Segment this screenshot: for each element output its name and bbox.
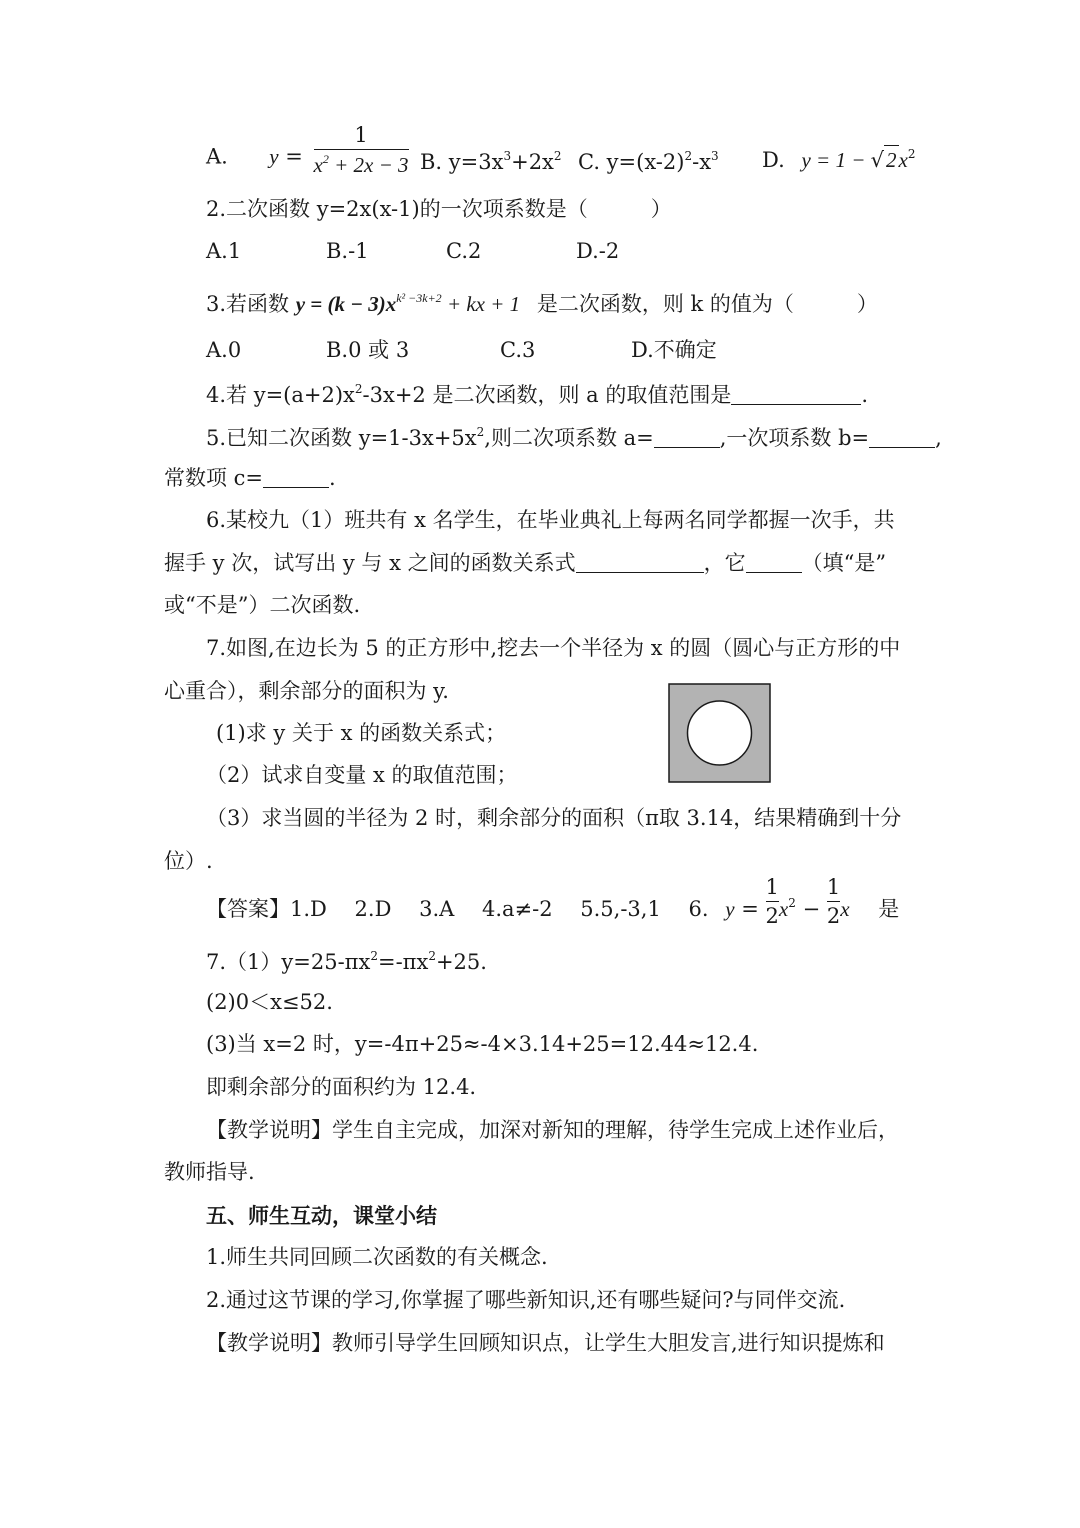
q1-option-a xyxy=(206,123,409,178)
q6-blank-yesno[interactable] xyxy=(746,571,802,573)
q2-option-a: A.1 xyxy=(206,239,242,263)
sqrt-symbol: √2 xyxy=(871,150,899,171)
q3-formula: y = (k − 3)x xyxy=(295,292,397,316)
answer7-part1: $7.(1)y=25-\pi x^2=-\pi x^2+25$. xyxy=(206,949,487,974)
fraction-bar xyxy=(314,149,409,150)
teaching-note-1-line1: 【教学说明】学生自主完成，加深对新知的理解，待学生完成上述作业后， xyxy=(206,1118,899,1142)
q1-a-numerator: 1 xyxy=(354,123,368,147)
q4-blank[interactable] xyxy=(731,403,861,405)
section-5-item-2: 2.通过这节课的学习,你掌握了哪些新知识,还有哪些疑问?与同伴交流. xyxy=(206,1288,846,1312)
square-with-circle-figure xyxy=(668,683,772,784)
q2-stem: 2.二次函数 y=2x(x-1)的一次项系数是（ ） xyxy=(206,197,672,221)
answer7-part3: (3)当 x=2 时，y=-4π+25≈-4×3.14+25=12.44≈12.4. xyxy=(206,1032,759,1056)
answers-items: 1.D 2.D 3.A 4.a≠-2 5.5,-3,1 6. xyxy=(290,897,709,922)
q1-a-denominator: $x^2 + 2x - 3$ xyxy=(313,152,409,178)
q1-a-y: y xyxy=(269,144,279,169)
q7-sub2: （2）试求自变量 x 的取值范围； xyxy=(206,763,518,787)
q6-blank-relation[interactable] xyxy=(576,571,704,573)
q1-option-c: C. $y=(x-2)^2-x^3$ xyxy=(578,149,719,174)
q7-line1: 7.如图,在边长为 5 的正方形中,挖去一个半径为 x 的圆（圆心与正方形的中 xyxy=(206,636,901,660)
fraction-bar xyxy=(766,901,779,902)
q7-sub3: （3）求当圆的半径为 2 时，剩余部分的面积（π取 3.14，结果精确到十分 xyxy=(206,806,902,830)
answer6-fraction-1: $\frac{1}{2}$ xyxy=(765,875,779,929)
q3-option-a: A.0 xyxy=(206,338,242,362)
q2-option-b: B.-1 xyxy=(326,239,369,263)
q1-option-b: B. $y=3x^3+2x^2$ xyxy=(420,149,562,174)
q3-option-c: C.3 xyxy=(500,338,536,362)
answer7-part2: (2)0＜x≤52. xyxy=(206,990,333,1014)
q3-option-d: D.不确定 xyxy=(631,338,717,362)
section-5-heading: 五、师生互动，课堂小结 xyxy=(206,1203,437,1228)
q7-sub3-end: 位）. xyxy=(164,849,213,873)
fraction-bar xyxy=(827,901,840,902)
q7-line2: 心重合），剩余部分的面积为 y. xyxy=(164,679,449,703)
q1-a-label: A. xyxy=(206,144,228,169)
q5-line2: 常数项 c= . xyxy=(164,466,336,490)
q5-blank-c[interactable] xyxy=(263,486,329,488)
q5-blank-b[interactable] xyxy=(869,446,935,448)
answer7-conclusion: 即剩余部分的面积约为 12.4. xyxy=(206,1075,477,1099)
q2-option-c: C.2 xyxy=(446,239,482,263)
q2-option-d: D.-2 xyxy=(576,239,620,263)
q1-a-fraction xyxy=(314,124,409,176)
answers-line: 【答案】1.D 2.D 3.A 4.a≠-2 5.5,-3,1 6. y = $\frac{1}{2}$ $x^2$ − $\frac{1}{2}$ x 是 xyxy=(206,875,900,929)
q5-blank-a[interactable] xyxy=(654,446,720,448)
answer6-fraction-2: $\frac{1}{2}$ xyxy=(826,875,841,929)
q1-a-eq: = xyxy=(285,144,303,169)
section-5-item-1: 1.师生共同回顾二次函数的有关概念. xyxy=(206,1245,548,1269)
section-5-teaching-note: 【教学说明】教师引导学生回顾知识点，让学生大胆发言,进行知识提炼和 xyxy=(206,1331,885,1355)
q6-line3: 或“不是”）二次函数. xyxy=(164,593,361,617)
q6-line1: 6.某校九（1）班共有 x 名学生，在毕业典礼上每两名同学都握一次手，共 xyxy=(206,508,895,532)
q3-stem: 3.若函数 $y = (k - 3)x^{k^2 -3k+2}$ + kx + 1 是二次函数，则 k 的值为（ ） xyxy=(206,291,878,316)
answers-label: 【答案】 xyxy=(206,897,290,922)
figure-circle xyxy=(688,701,752,765)
q1-option-d: D. $y = 1 - √2x^2$ xyxy=(762,147,916,172)
q3-option-b: B.0 或 3 xyxy=(326,338,410,362)
q7-sub1: (1)求 y 关于 x 的函数关系式； xyxy=(216,721,507,745)
teaching-note-1-line2: 教师指导. xyxy=(164,1160,255,1184)
q4-stem: 4.若 $y=(a+2)x^2-3x+2$ 是二次函数，则 a 的取值范围是 . xyxy=(206,382,869,407)
q6-line2: 握手 y 次，试写出 y 与 x 之间的函数关系式 ，它 （填“是” xyxy=(164,551,887,575)
q5-line1: 5.已知二次函数 $y=1-3x+5x^2$,则二次项系数 a= ,一次项系数 b= , xyxy=(206,425,942,450)
